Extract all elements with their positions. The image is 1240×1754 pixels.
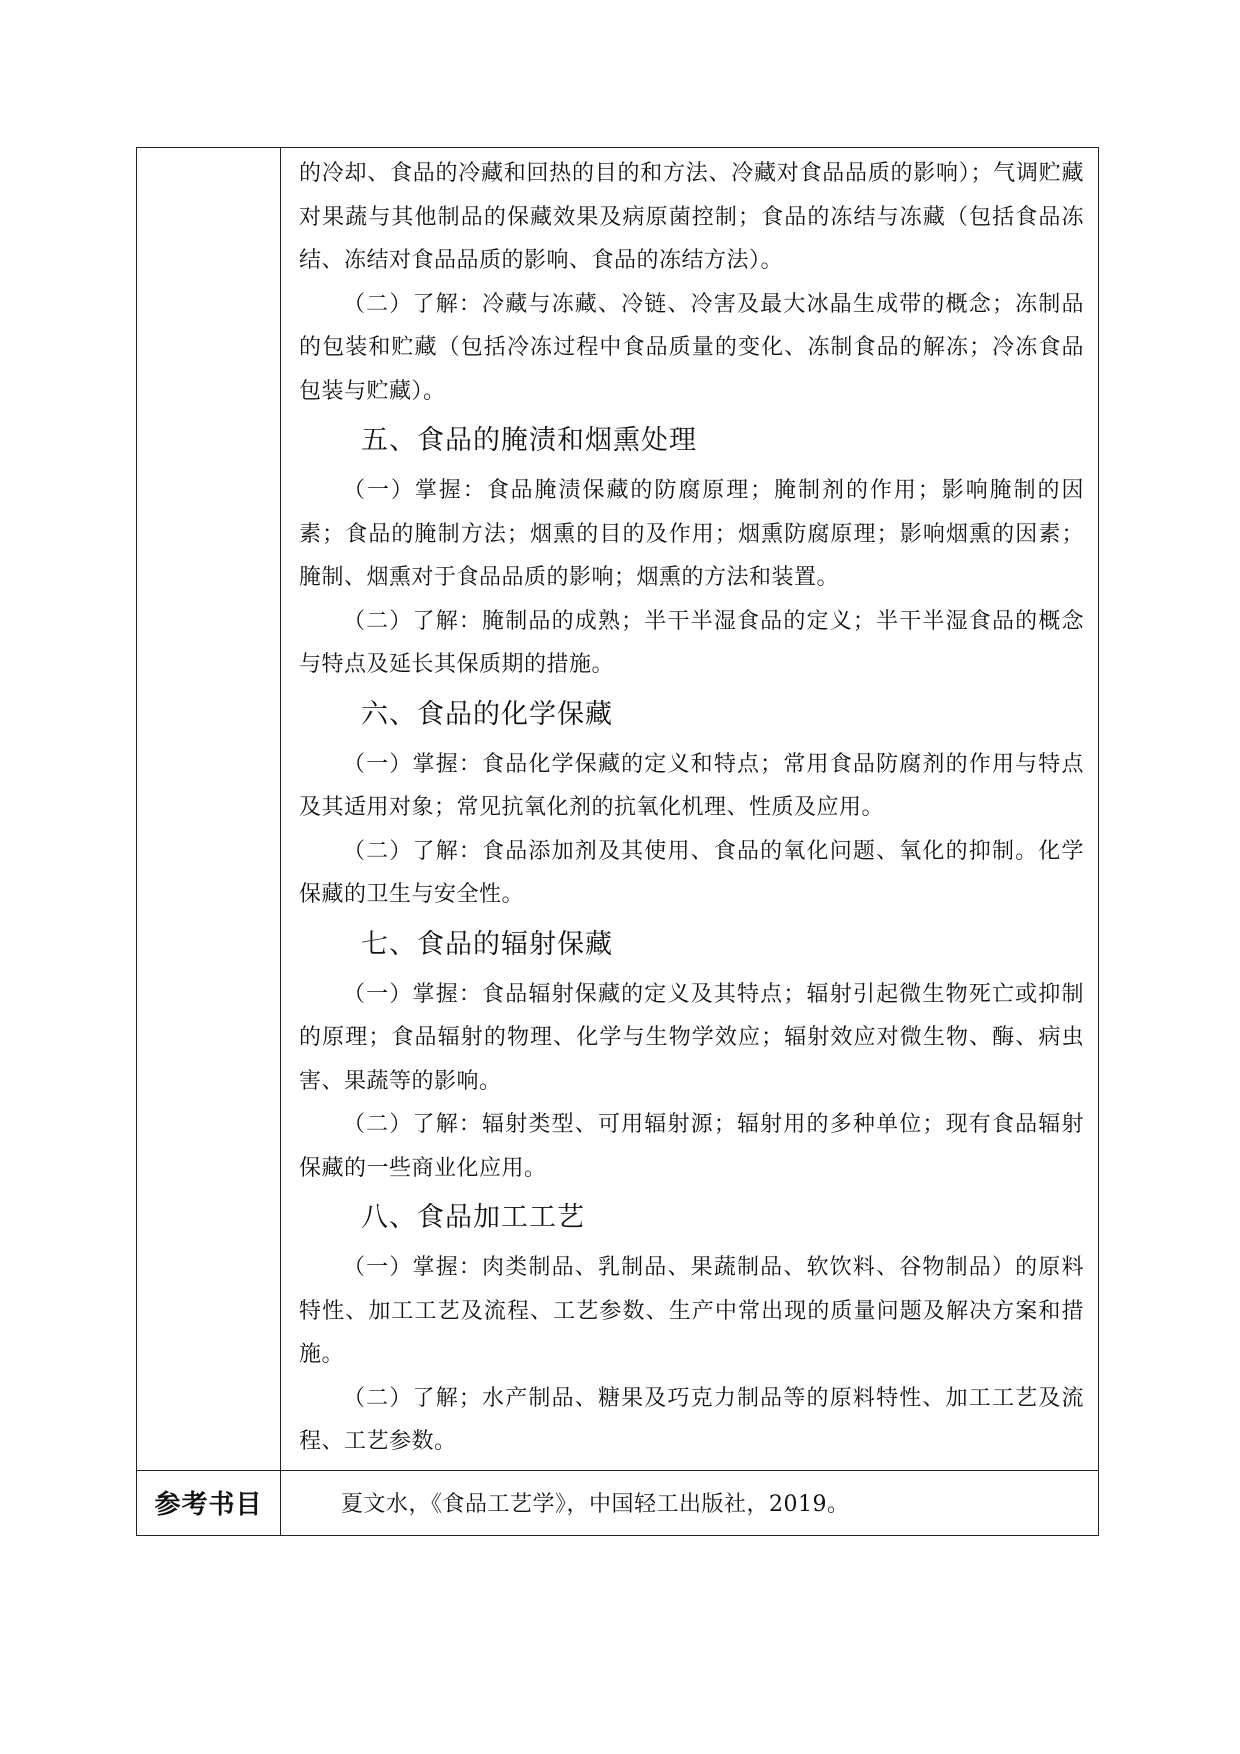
section-heading: 七、食品的辐射保藏 <box>361 928 613 960</box>
content-body-cell <box>281 148 1099 1471</box>
intro-paragraph: 的冷却、食品的冷藏和回热的目的和方法、冷藏对食品品质的影响）；气调贮藏对果蔬与其他制品的保藏效果及病原菌控制；食品的冻结与冻藏（包括食品冻结、冻结对食品品质的影响、食品的冻结方法）。 <box>299 161 1084 273</box>
reference-label: 参考书目 <box>137 1470 281 1535</box>
section-paragraph: （二）了解：辐射类型、可用辐射源；辐射用的多种单位；现有食品辐射保藏的一些商业化应用。 <box>299 1112 1084 1181</box>
section-heading: 五、食品的腌渍和烟熏处理 <box>361 425 697 456</box>
section-paragraph: （一）掌握：食品辐射保藏的定义及其特点；辐射引起微生物死亡或抑制的原理；食品辐射的物理、化学与生物学效应；辐射效应对微生物、酶、病虫害、果蔬等的影响。 <box>299 981 1084 1094</box>
section-paragraph: （一）掌握：食品化学保藏的定义和特点；常用食品防腐剂的作用与特点及其适用对象；常见抗氧化剂的抗氧化机理、性质及应用。 <box>299 751 1084 820</box>
section-heading: 八、食品加工工艺 <box>361 1202 585 1233</box>
section-paragraph: （二）了解；水产制品、糖果及巧克力制品等的原料特性、加工工艺及流程、工艺参数。 <box>299 1385 1084 1454</box>
reference-text: 夏文水，《食品工艺学》，中国轻工出版社，2019。 <box>281 1470 1099 1535</box>
syllabus-table <box>136 147 1099 1536</box>
content-row <box>137 148 1099 1471</box>
section-paragraph: （二）了解：食品添加剂及其使用、食品的氧化问题、氧化的抑制。化学保藏的卫生与安全性。 <box>299 838 1084 907</box>
section-paragraph: （二）了解：腌制品的成熟；半干半湿食品的定义；半干半湿食品的概念与特点及延长其保质期的措施。 <box>299 608 1084 677</box>
content-label-cell <box>137 148 281 1471</box>
reference-row <box>137 1470 1099 1535</box>
section-paragraph: （一）掌握：肉类制品、乳制品、果蔬制品、软饮料、谷物制品）的原料特性、加工工艺及流程、工艺参数、生产中常出现的质量问题及解决方案和措施。 <box>299 1255 1084 1367</box>
intro-paragraph: （二）了解：冷藏与冻藏、冷链、冷害及最大冰晶生成带的概念；冻制品的包装和贮藏（包括冷冻过程中食品质量的变化、冻制食品的解冻；冷冻食品包装与贮藏）。 <box>299 291 1084 404</box>
section-paragraph: （一）掌握：食品腌渍保藏的防腐原理；腌制剂的作用；影响腌制的因素；食品的腌制方法；烟熏的目的及作用；烟熏防腐原理；影响烟熏的因素；腌制、烟熏对于食品品质的影响；烟熏的方法和装置。 <box>299 478 1084 590</box>
section-heading: 六、食品的化学保藏 <box>361 698 613 730</box>
